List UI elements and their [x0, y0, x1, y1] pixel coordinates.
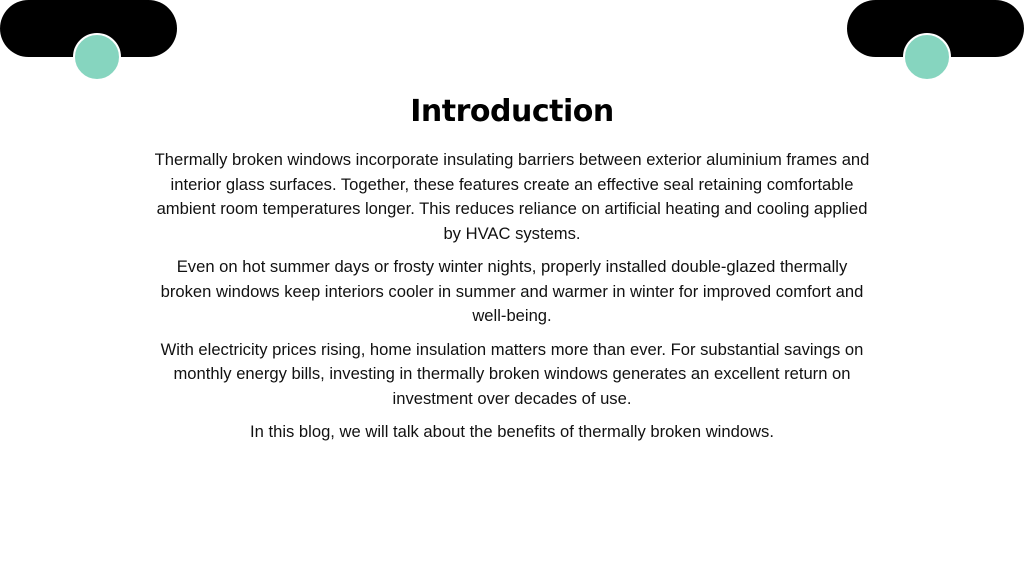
paragraph-intro: Thermally broken windows incorporate insulating barriers between exterior aluminium frames and interior glass surfaces. Together, these features create an effective seal retaining comfortable ambient room temperatures longer. This reduces reliance on artificial heating and cooling applied by HVAC systems. — [154, 150, 870, 243]
slide-body — [150, 148, 874, 454]
paragraph-savings: With electricity prices rising, home insulation matters more than ever. For substantial savings on monthly energy bills, investing in thermally broken windows generates an excellent return on investment over decades of use. — [160, 339, 864, 408]
paragraph-blog-note: In this blog, we will talk about the benefits of thermally broken windows. — [250, 422, 774, 441]
slide-title: Introduction — [410, 94, 614, 129]
paragraph-comfort: Even on hot summer days or frosty winter nights, properly installed double-glazed thermally broken windows keep interiors cooler in summer and warmer in winter for improved comfort and well-being. — [160, 257, 864, 325]
decorative-circle-left — [73, 33, 121, 81]
decorative-circle-right — [903, 33, 951, 81]
